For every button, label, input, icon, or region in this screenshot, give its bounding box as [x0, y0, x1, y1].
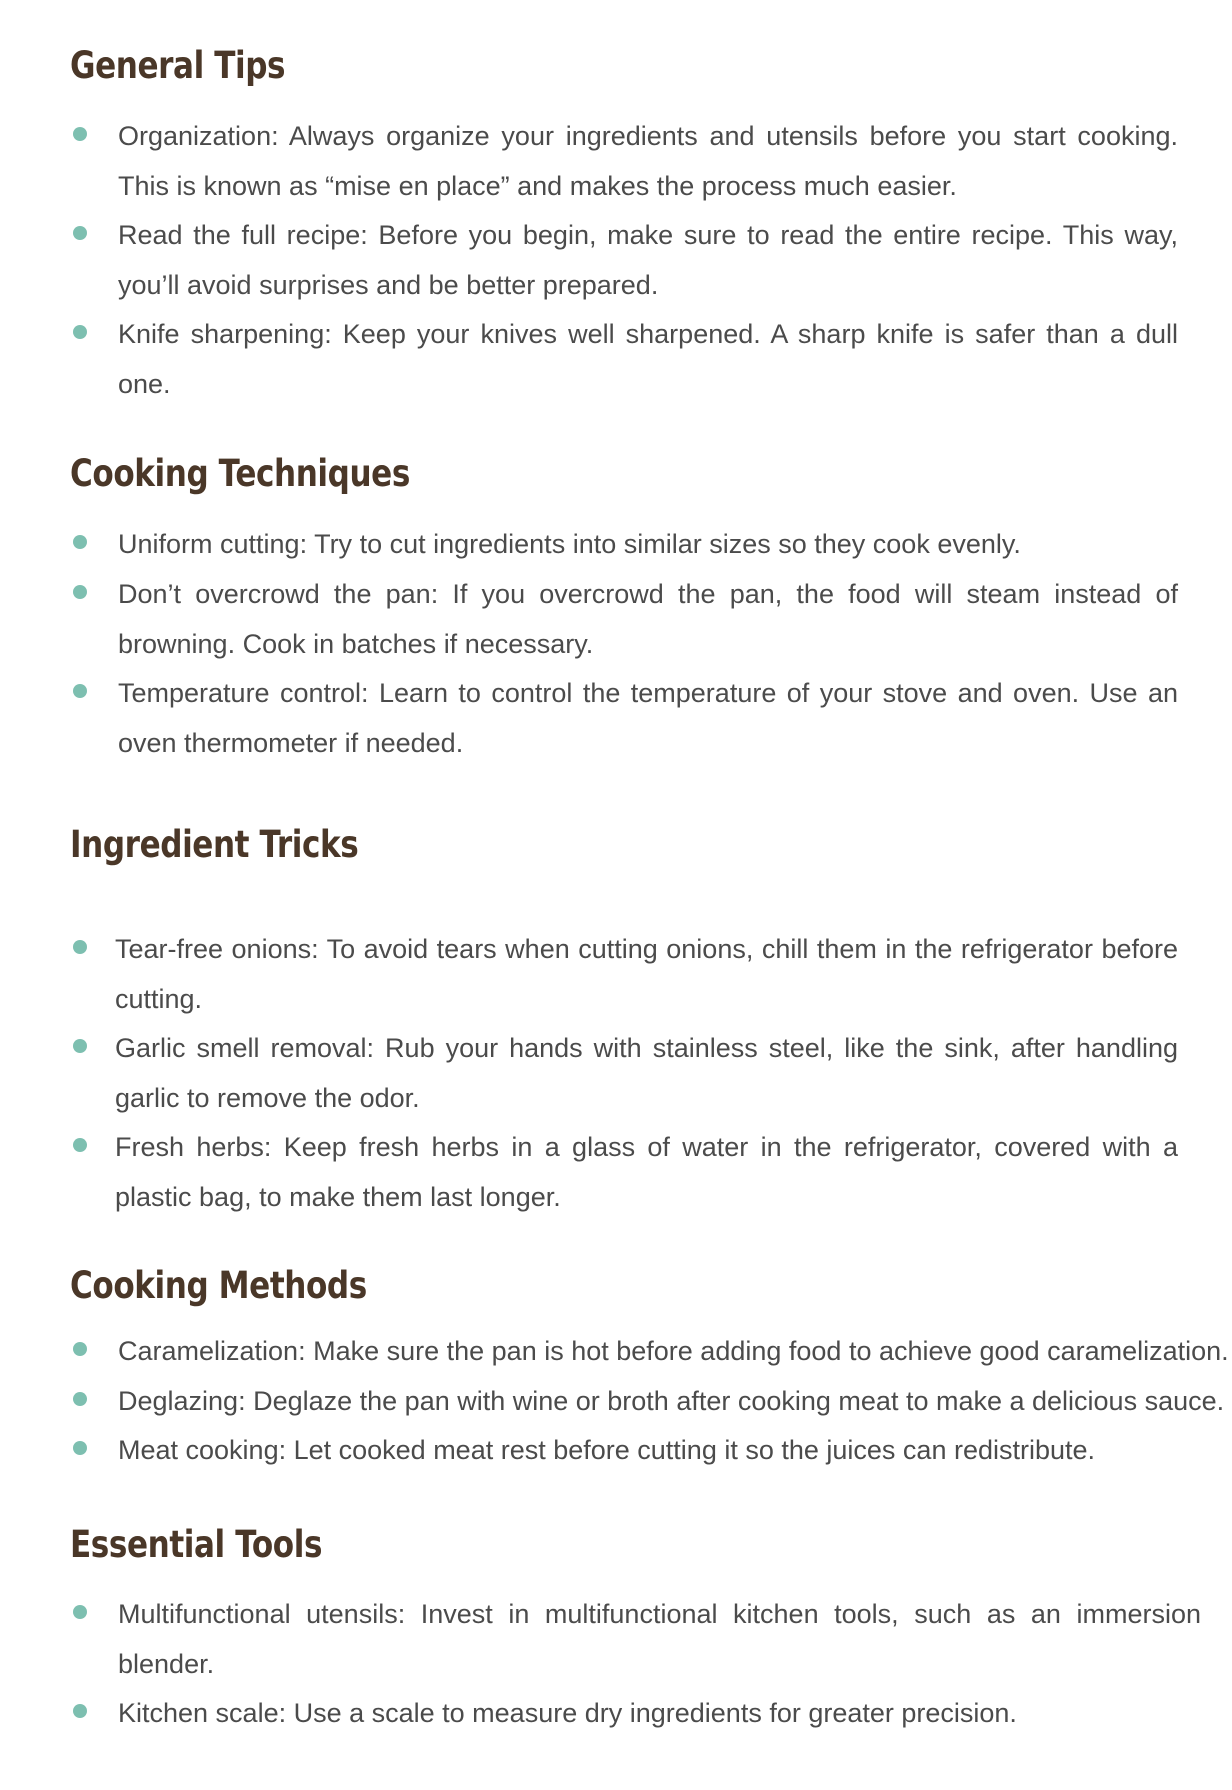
- bullet-icon: [73, 1039, 87, 1053]
- list-item-text: Deglazing: Deglaze the pan with wine or broth after cooking meat to make a delicious sauce.: [118, 1386, 1225, 1416]
- list-item-text: Read the full recipe: Before you begin, make sure to read the entire recipe. This way, you’ll avoid surprises and be better prepared.: [118, 220, 1178, 300]
- bullet-icon: [73, 127, 87, 141]
- list-item-text: Tear-free onions: To avoid tears when cutting onions, chill them in the refrigerator before cutting.: [115, 934, 1178, 1014]
- list-item-text: Garlic smell removal: Rub your hands with stainless steel, like the sink, after handling garlic to remove the odor.: [115, 1033, 1178, 1113]
- bullet-icon: [73, 1342, 87, 1356]
- bullet-icon: [73, 1392, 87, 1406]
- list-item-text: Uniform cutting: Try to cut ingredients into similar sizes so they cook evenly.: [118, 529, 1021, 559]
- bullet-icon: [73, 585, 87, 599]
- list-item-text: Kitchen scale: Use a scale to measure dry ingredients for greater precision.: [118, 1698, 1017, 1728]
- section-heading-general-tips: General Tips: [70, 44, 286, 87]
- bullet-icon: [73, 325, 87, 339]
- bullet-icon: [73, 1704, 87, 1718]
- bullet-icon: [73, 226, 87, 240]
- list-item-text: Meat cooking: Let cooked meat rest before cutting it so the juices can redistribute.: [118, 1435, 1096, 1465]
- section-heading-cooking-methods: Cooking Methods: [70, 1264, 367, 1307]
- list-item-text: Don’t overcrowd the pan: If you overcrowd the pan, the food will steam instead of browning. Cook in batches if necessary.: [118, 579, 1178, 659]
- list-item-text: Organization: Always organize your ingredients and utensils before you start cooking. This is known as “mise en place” and makes the process much easier.: [118, 121, 1178, 201]
- bullet-icon: [73, 1138, 87, 1152]
- section-heading-ingredient-tricks: Ingredient Tricks: [70, 823, 359, 866]
- bullet-icon: [73, 1605, 87, 1619]
- list-item-text: Temperature control: Learn to control the temperature of your stove and oven. Use an oven thermometer if needed.: [118, 678, 1178, 758]
- list-item-text: Fresh herbs: Keep fresh herbs in a glass of water in the refrigerator, covered with a plastic bag, to make them last longer.: [115, 1132, 1178, 1212]
- section-heading-cooking-techniques: Cooking Techniques: [70, 452, 410, 495]
- list-item-text: Knife sharpening: Keep your knives well sharpened. A sharp knife is safer than a dull one.: [118, 319, 1178, 399]
- section-heading-essential-tools: Essential Tools: [70, 1523, 323, 1566]
- bullet-icon: [73, 684, 87, 698]
- list-item-text: Multifunctional utensils: Invest in multifunctional kitchen tools, such as an immersion blender.: [118, 1599, 1201, 1679]
- bullet-icon: [73, 1441, 87, 1455]
- bullet-icon: [73, 940, 87, 954]
- list-item-text: Caramelization: Make sure the pan is hot before adding food to achieve good caramelization.: [118, 1336, 1229, 1366]
- bullet-icon: [73, 535, 87, 549]
